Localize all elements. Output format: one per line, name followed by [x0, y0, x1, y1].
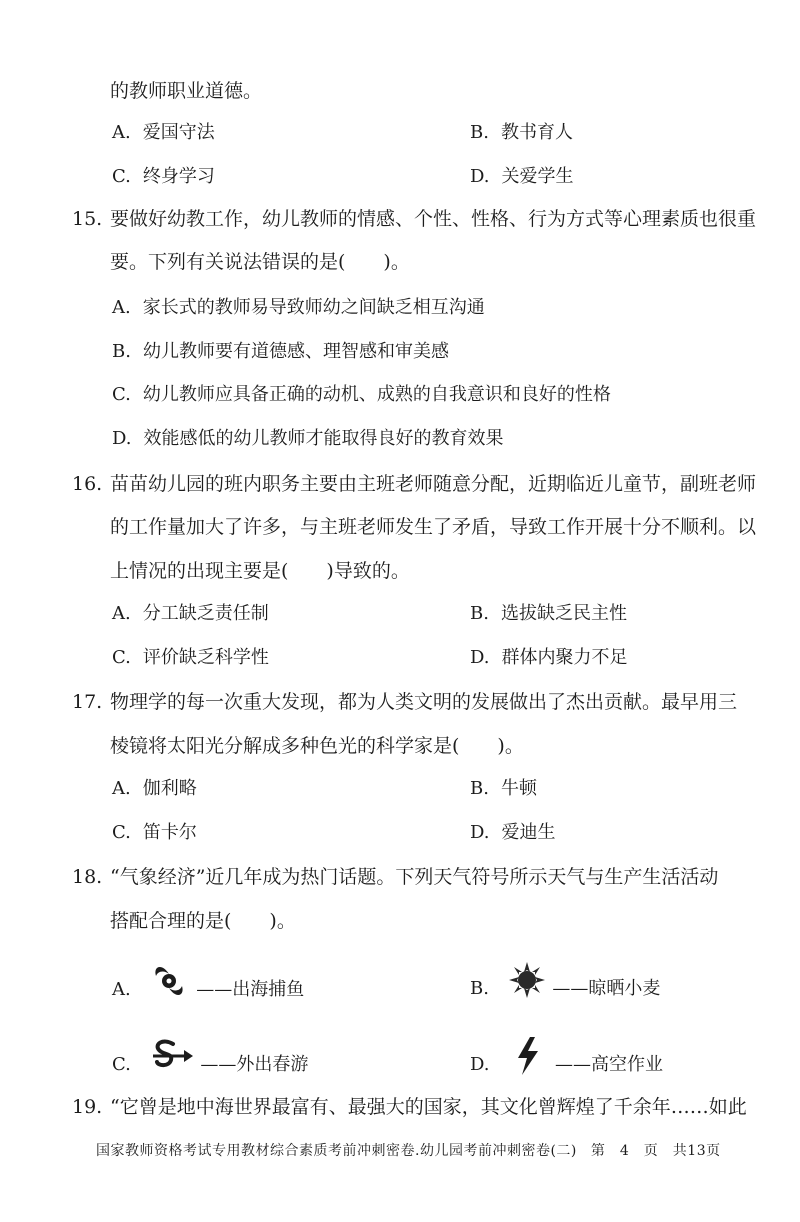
q18-option-a: A. ——出海捕鱼 [112, 978, 304, 1002]
q16-option-a: A. 分工缺乏责任制 [112, 603, 269, 624]
q18-option-c: C. ——外出春游 [112, 1054, 308, 1076]
page-footer [96, 1140, 721, 1160]
q18-option-d: D. ——高空作业 [470, 1054, 663, 1076]
typhoon-symbol-icon [148, 960, 190, 1002]
question-16-text-line2: 的工作量加大了许多，与主班老师发生了矛盾，导致工作开展十分不顺利。以 [110, 516, 757, 538]
q15-option-c: C. 幼儿教师应具备正确的动机、成熟的自我意识和良好的性格 [112, 384, 611, 405]
sandstorm-symbol-icon [507, 960, 547, 1000]
q18-option-b: B. ——晾晒小麦 [470, 978, 660, 1000]
footer-page-number: 第 4 页 共13页 [590, 1143, 721, 1159]
question-17-text-line1: 物理学的每一次重大发现，都为人类文明的发展做出了杰出贡献。最早用三 [110, 691, 738, 713]
lightning-symbol-icon [515, 1036, 541, 1076]
question-16-text-line1: 苗苗幼儿园的班内职务主要由主班老师随意分配，近期临近儿童节，副班老师 [110, 473, 757, 495]
q14-option-c: C. 终身学习 [112, 166, 215, 187]
q16-option-d: D. 群体内聚力不足 [470, 647, 628, 668]
dust-symbol-icon [149, 1036, 195, 1076]
q14-option-b: B. 教书育人 [470, 122, 573, 143]
q15-option-b: B. 幼儿教师要有道德感、理智感和审美感 [112, 341, 449, 362]
question-15-text-line2: 要。下列有关说法错误的是( )。 [110, 251, 410, 273]
q17-option-b: B. 牛顿 [470, 778, 537, 799]
q16-option-b: B. 选拔缺乏民主性 [470, 603, 627, 624]
question-18-text-line2: 搭配合理的是( )。 [110, 910, 296, 932]
question-17-text-line2: 棱镜将太阳光分解成多种色光的科学家是( )。 [110, 735, 524, 757]
q16-option-c: C. 评价缺乏科学性 [112, 647, 269, 668]
question-15-text-line1: 要做好幼教工作，幼儿教师的情感、个性、性格、行为方式等心理素质也很重 [110, 208, 757, 230]
question-15-number: 15. [72, 208, 103, 230]
footer-series-title: 国家教师资格考试专用教材综合素质考前冲刺密卷.幼儿园考前冲刺密卷(二) [96, 1143, 577, 1159]
question-19-text-line1: “它曾是地中海世界最富有、最强大的国家，其文化曾辉煌了千余年……如此 [110, 1096, 747, 1118]
q17-option-d: D. 爱迪生 [470, 822, 556, 843]
question-17-number: 17. [72, 691, 103, 713]
q15-option-a: A. 家长式的教师易导致师幼之间缺乏相互沟通 [112, 297, 485, 318]
question-18-number: 18. [72, 866, 103, 888]
q14-option-a: A. 爱国守法 [112, 122, 215, 143]
question-16-text-line3: 上情况的出现主要是( )导致的。 [110, 560, 410, 582]
question-16-number: 16. [72, 473, 103, 495]
q17-option-c: C. 笛卡尔 [112, 822, 197, 843]
question-19-number: 19. [72, 1096, 103, 1118]
q17-option-a: A. 伽利略 [112, 778, 197, 799]
question-18-text-line1: “气象经济”近几年成为热门话题。下列天气符号所示天气与生产生活活动 [110, 866, 719, 888]
q15-option-d: D. 效能感低的幼儿教师才能取得良好的教育效果 [112, 428, 504, 449]
q14-option-d: D. 关爱学生 [470, 166, 574, 187]
continued-question-text: 的教师职业道德。 [110, 80, 263, 102]
